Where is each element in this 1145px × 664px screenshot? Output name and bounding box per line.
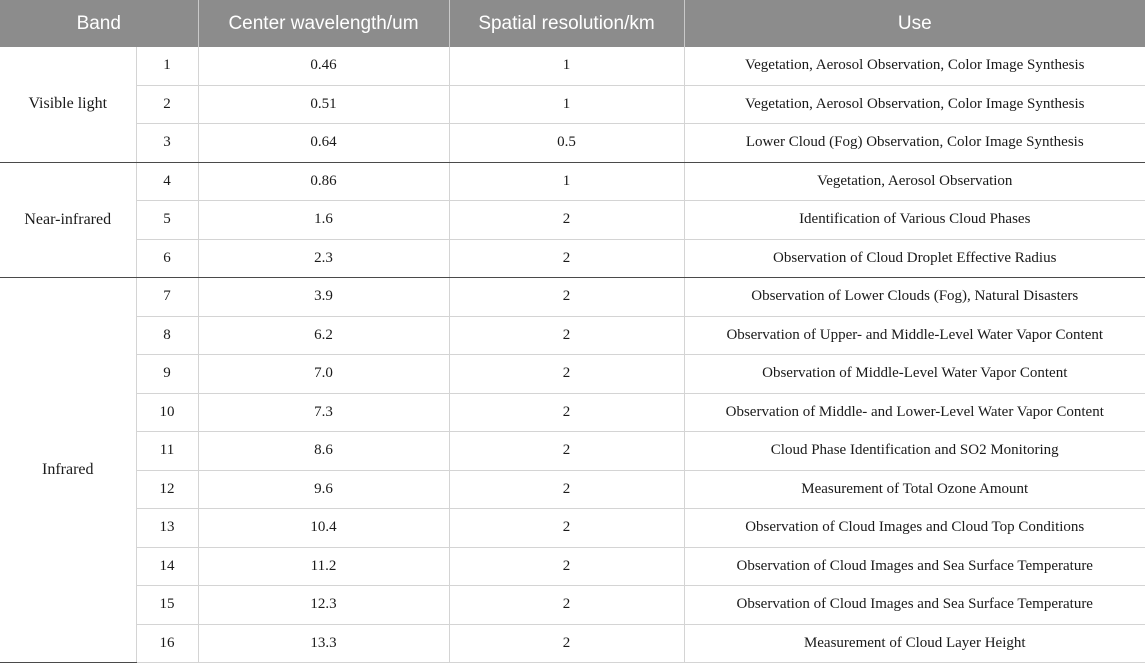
band-number-cell: 10 xyxy=(136,393,198,432)
table-row xyxy=(0,124,1145,163)
resolution-cell: 2 xyxy=(449,316,684,355)
use-cell: Observation of Cloud Images and Sea Surface Temperature xyxy=(684,547,1145,586)
resolution-cell: 1 xyxy=(449,85,684,124)
wavelength-cell: 7.0 xyxy=(198,355,449,394)
band-number-cell: 3 xyxy=(136,124,198,163)
resolution-cell: 2 xyxy=(449,509,684,548)
header-row xyxy=(0,0,1145,47)
wavelength-cell: 2.3 xyxy=(198,239,449,278)
header-resolution: Spatial resolution/km xyxy=(449,0,684,47)
use-cell: Cloud Phase Identification and SO2 Monitoring xyxy=(684,432,1145,471)
resolution-cell: 2 xyxy=(449,432,684,471)
wavelength-cell: 13.3 xyxy=(198,624,449,663)
wavelength-cell: 0.86 xyxy=(198,162,449,201)
table-row xyxy=(0,278,1145,317)
table-row xyxy=(0,47,1145,85)
header-band: Band xyxy=(0,0,198,47)
use-cell: Lower Cloud (Fog) Observation, Color Image Synthesis xyxy=(684,124,1145,163)
use-cell: Measurement of Total Ozone Amount xyxy=(684,470,1145,509)
table-row xyxy=(0,239,1145,278)
table-row xyxy=(0,316,1145,355)
wavelength-cell: 12.3 xyxy=(198,586,449,625)
use-cell: Observation of Middle- and Lower-Level Water Vapor Content xyxy=(684,393,1145,432)
wavelength-cell: 0.46 xyxy=(198,47,449,85)
resolution-cell: 0.5 xyxy=(449,124,684,163)
wavelength-cell: 1.6 xyxy=(198,201,449,240)
resolution-cell: 2 xyxy=(449,278,684,317)
wavelength-cell: 9.6 xyxy=(198,470,449,509)
header-use: Use xyxy=(684,0,1145,47)
use-cell: Observation of Cloud Images and Cloud Top Conditions xyxy=(684,509,1145,548)
band-number-cell: 2 xyxy=(136,85,198,124)
use-cell: Observation of Cloud Images and Sea Surface Temperature xyxy=(684,586,1145,625)
band-number-cell: 4 xyxy=(136,162,198,201)
resolution-cell: 1 xyxy=(449,162,684,201)
band-number-cell: 16 xyxy=(136,624,198,663)
use-cell: Observation of Lower Clouds (Fog), Natural Disasters xyxy=(684,278,1145,317)
table-row xyxy=(0,162,1145,201)
table-row xyxy=(0,470,1145,509)
use-cell: Observation of Middle-Level Water Vapor Content xyxy=(684,355,1145,394)
band-number-cell: 6 xyxy=(136,239,198,278)
band-number-cell: 7 xyxy=(136,278,198,317)
use-cell: Vegetation, Aerosol Observation xyxy=(684,162,1145,201)
table-row xyxy=(0,547,1145,586)
header-wavelength: Center wavelength/um xyxy=(198,0,449,47)
resolution-cell: 2 xyxy=(449,355,684,394)
resolution-cell: 2 xyxy=(449,393,684,432)
use-cell: Observation of Cloud Droplet Effective Radius xyxy=(684,239,1145,278)
resolution-cell: 2 xyxy=(449,547,684,586)
wavelength-cell: 3.9 xyxy=(198,278,449,317)
wavelength-cell: 7.3 xyxy=(198,393,449,432)
table-header xyxy=(0,0,1145,47)
table-row xyxy=(0,509,1145,548)
table-row xyxy=(0,586,1145,625)
use-cell: Vegetation, Aerosol Observation, Color Image Synthesis xyxy=(684,85,1145,124)
table-row xyxy=(0,624,1145,663)
use-cell: Observation of Upper- and Middle-Level Water Vapor Content xyxy=(684,316,1145,355)
resolution-cell: 2 xyxy=(449,624,684,663)
wavelength-cell: 6.2 xyxy=(198,316,449,355)
use-cell: Identification of Various Cloud Phases xyxy=(684,201,1145,240)
table-row xyxy=(0,201,1145,240)
table-row xyxy=(0,355,1145,394)
resolution-cell: 2 xyxy=(449,201,684,240)
band-number-cell: 5 xyxy=(136,201,198,240)
table-body xyxy=(0,47,1145,663)
band-number-cell: 15 xyxy=(136,586,198,625)
band-number-cell: 9 xyxy=(136,355,198,394)
band-number-cell: 1 xyxy=(136,47,198,85)
resolution-cell: 2 xyxy=(449,470,684,509)
band-number-cell: 11 xyxy=(136,432,198,471)
table-row xyxy=(0,432,1145,471)
resolution-cell: 2 xyxy=(449,239,684,278)
band-number-cell: 12 xyxy=(136,470,198,509)
table-row xyxy=(0,85,1145,124)
wavelength-cell: 10.4 xyxy=(198,509,449,548)
wavelength-cell: 0.64 xyxy=(198,124,449,163)
resolution-cell: 1 xyxy=(449,47,684,85)
use-cell: Vegetation, Aerosol Observation, Color Image Synthesis xyxy=(684,47,1145,85)
table-row xyxy=(0,393,1145,432)
use-cell: Measurement of Cloud Layer Height xyxy=(684,624,1145,663)
wavelength-cell: 8.6 xyxy=(198,432,449,471)
band-number-cell: 13 xyxy=(136,509,198,548)
band-group-label: Infrared xyxy=(0,278,136,663)
band-number-cell: 8 xyxy=(136,316,198,355)
wavelength-cell: 11.2 xyxy=(198,547,449,586)
wavelength-cell: 0.51 xyxy=(198,85,449,124)
band-group-label: Visible light xyxy=(0,47,136,162)
band-number-cell: 14 xyxy=(136,547,198,586)
resolution-cell: 2 xyxy=(449,586,684,625)
band-group-label: Near-infrared xyxy=(0,162,136,278)
